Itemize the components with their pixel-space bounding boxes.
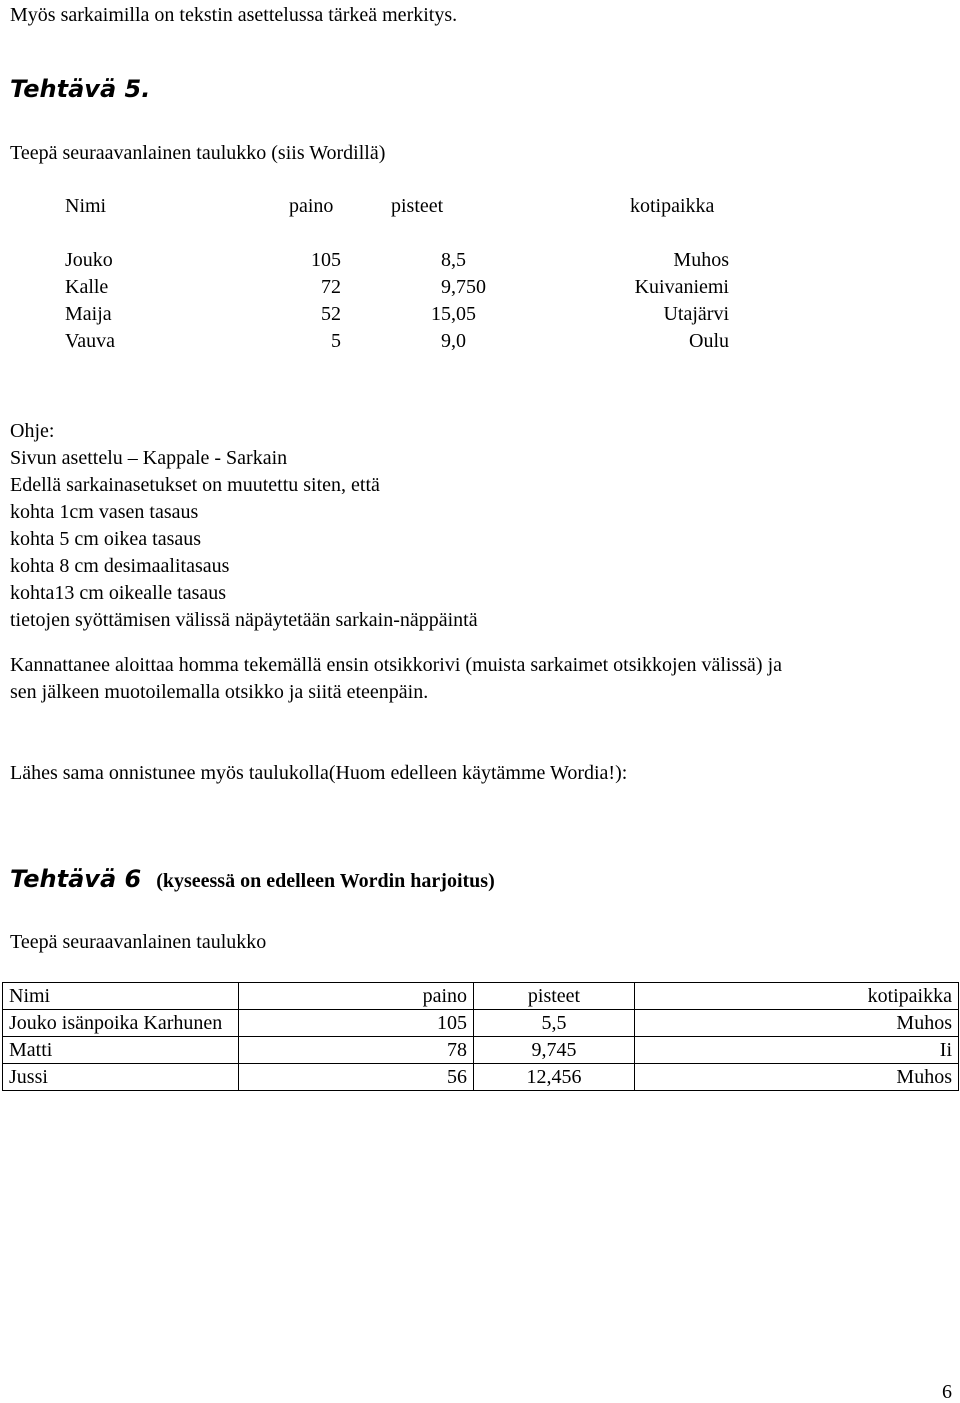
task5-cell-paino: 52 bbox=[321, 303, 341, 325]
task5-header-nimi: Nimi bbox=[65, 195, 107, 217]
task5-cell-pisteet: 9,0 bbox=[441, 330, 466, 352]
task5-row bbox=[0, 274, 960, 301]
table-cell: 56 bbox=[239, 1064, 474, 1091]
task6-heading: Tehtävä 6 bbox=[10, 865, 142, 893]
ohje-line: Ohje: bbox=[10, 420, 55, 442]
intro-line: Myös sarkaimilla on tekstin asettelussa tärkeä merkitys. bbox=[10, 4, 458, 26]
task5-row bbox=[0, 301, 960, 328]
table-header-cell: Nimi bbox=[3, 983, 239, 1010]
table-cell: Jouko isänpoika Karhunen bbox=[3, 1010, 239, 1037]
table-header-cell: paino bbox=[239, 983, 474, 1010]
task5-instruction: Teepä seuraavanlainen taulukko (siis Wordillä) bbox=[10, 142, 386, 164]
paragraph1-line2: sen jälkeen muotoilemalla otsikko ja siitä eteenpäin. bbox=[10, 681, 429, 703]
table-cell: Ii bbox=[635, 1037, 959, 1064]
task6-subheading: (kyseessä on edelleen Wordin harjoitus) bbox=[156, 870, 495, 892]
ohje-line: kohta13 cm oikealle tasaus bbox=[10, 582, 227, 604]
table-cell: Matti bbox=[3, 1037, 239, 1064]
task5-row bbox=[0, 247, 960, 274]
task5-cell-name: Vauva bbox=[65, 330, 115, 352]
task6-heading-line bbox=[10, 866, 495, 895]
ohje-line: Edellä sarkainasetukset on muutettu siten, että bbox=[10, 474, 380, 496]
table-cell: 12,456 bbox=[474, 1064, 635, 1091]
task5-cell-kotipaikka: Muhos bbox=[673, 249, 729, 271]
table-header-cell: pisteet bbox=[474, 983, 635, 1010]
task5-cell-name: Kalle bbox=[65, 276, 109, 298]
table-cell: 78 bbox=[239, 1037, 474, 1064]
ohje-line: kohta 8 cm desimaalitasaus bbox=[10, 555, 230, 577]
task5-cell-name: Jouko bbox=[65, 249, 113, 271]
task5-cell-kotipaikka: Kuivaniemi bbox=[634, 276, 729, 298]
task5-cell-paino: 105 bbox=[311, 249, 341, 271]
ohje-block bbox=[10, 418, 478, 634]
task5-header-row bbox=[0, 193, 960, 220]
ohje-line: kohta 1cm vasen tasaus bbox=[10, 501, 199, 523]
table-cell: Muhos bbox=[635, 1064, 959, 1091]
task5-header-paino: paino bbox=[289, 195, 334, 217]
paragraph1-line1: Kannattanee aloittaa homma tekemällä ensin otsikkorivi (muista sarkaimet otsikkojen välissä) ja bbox=[10, 654, 783, 676]
table-cell: 105 bbox=[239, 1010, 474, 1037]
page-number: 6 bbox=[942, 1381, 952, 1403]
ohje-line: kohta 5 cm oikea tasaus bbox=[10, 528, 202, 550]
table-cell: 9,745 bbox=[474, 1037, 635, 1064]
task5-cell-kotipaikka: Oulu bbox=[689, 330, 729, 352]
task5-cell-kotipaikka: Utajärvi bbox=[663, 303, 729, 325]
table-row bbox=[3, 1037, 959, 1064]
paragraph2: Lähes sama onnistunee myös taulukolla(Huom edelleen käytämme Wordia!): bbox=[10, 762, 628, 784]
table-header-cell: kotipaikka bbox=[635, 983, 959, 1010]
table-row bbox=[3, 1010, 959, 1037]
task5-row bbox=[0, 328, 960, 355]
task6-instruction: Teepä seuraavanlainen taulukko bbox=[10, 931, 267, 953]
task5-cell-paino: 72 bbox=[321, 276, 341, 298]
table-row bbox=[3, 1064, 959, 1091]
table-header-row bbox=[3, 983, 959, 1010]
ohje-line: Sivun asettelu – Kappale - Sarkain bbox=[10, 447, 288, 469]
task5-cell-name: Maija bbox=[65, 303, 112, 325]
task5-cell-pisteet: 8,5 bbox=[441, 249, 466, 271]
table-cell: Muhos bbox=[635, 1010, 959, 1037]
task6-table bbox=[2, 982, 959, 1091]
task5-header-kotipaikka: kotipaikka bbox=[630, 195, 715, 217]
table-cell: Jussi bbox=[3, 1064, 239, 1091]
task5-cell-pisteet: 9,750 bbox=[441, 276, 486, 298]
task5-cell-paino: 5 bbox=[331, 330, 341, 352]
task5-heading: Tehtävä 5. bbox=[10, 75, 151, 103]
task5-cell-pisteet: 15,05 bbox=[431, 303, 476, 325]
ohje-line: tietojen syöttämisen välissä näpäytetään sarkain-näppäintä bbox=[10, 609, 478, 631]
table-cell: 5,5 bbox=[474, 1010, 635, 1037]
task5-header-pisteet: pisteet bbox=[391, 195, 444, 217]
